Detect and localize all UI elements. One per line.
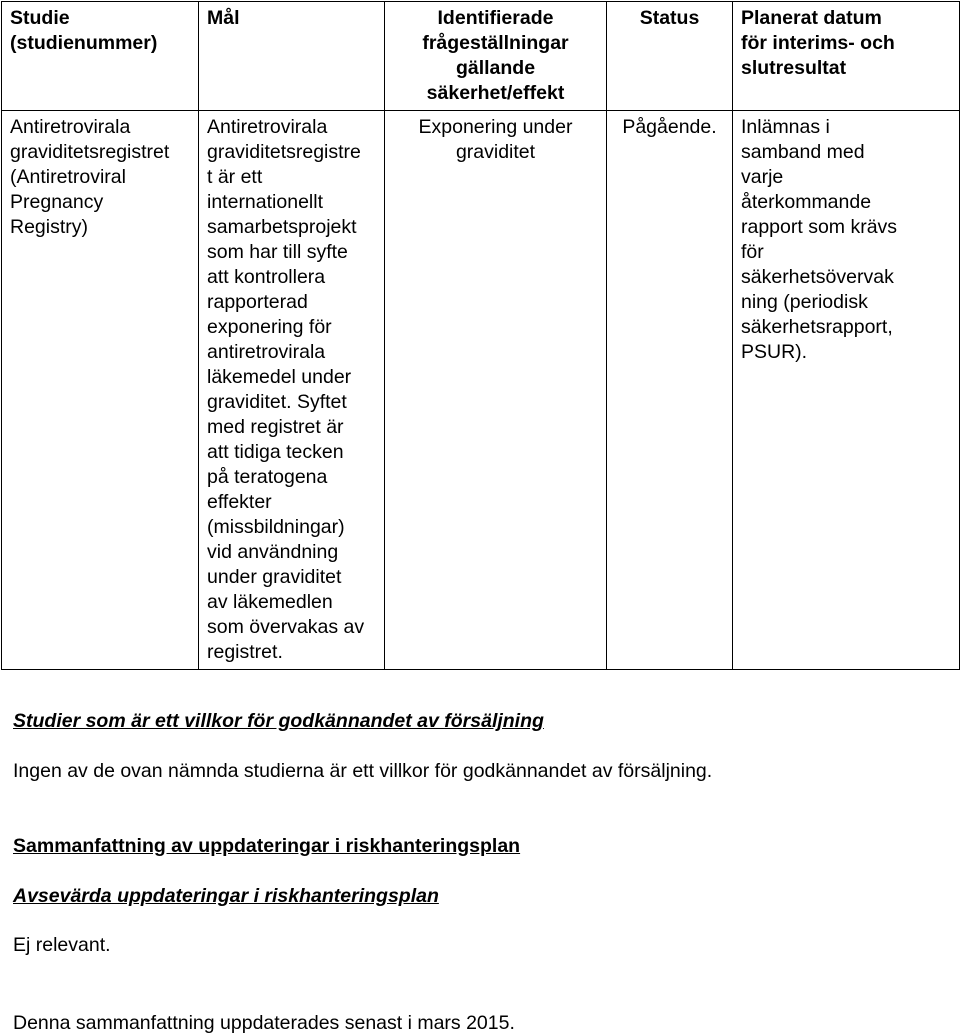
conditions-text: Ingen av de ovan nämnda studierna är ett villkor för godkännandet av försäljning. <box>13 760 713 782</box>
cell-issues: Exponering under graviditet <box>385 111 607 670</box>
cell-study: Antiretrovirala graviditetsregistret (Antiretroviral Pregnancy Registry) <box>2 111 199 670</box>
header-goal: Mål <box>199 2 385 111</box>
last-updated-text: Denna sammanfattning uppdaterades senast i mars 2015. <box>13 1012 515 1034</box>
header-study: Studie (studienummer) <box>2 2 199 111</box>
table-header-row <box>2 2 960 111</box>
header-status: Status <box>607 2 733 111</box>
header-planned-date: Planerat datum för interims- och slutresultat <box>733 2 960 111</box>
major-updates-heading: Avsevärda uppdateringar i riskhanteringsplan <box>13 885 439 907</box>
conditions-heading: Studier som är ett villkor för godkännandet av försäljning <box>13 710 544 732</box>
cell-status: Pågående. <box>607 111 733 670</box>
major-updates-text: Ej relevant. <box>13 934 111 956</box>
cell-planned-date: Inlämnas i samband med varje återkommande rapport som krävs för säkerhetsövervak ning (periodisk säkerhetsrapport, PSUR). <box>733 111 960 670</box>
cell-goal: Antiretrovirala graviditetsregistre t är ett internationellt samarbetsprojekt som har till syfte att kontrollera rapporterad exponering för antiretrovirala läkemedel under graviditet. Syftet med registret är att tidiga tecken på teratogena effekter (missbildningar) vid användning under graviditet av läkemedlen som övervakas av registret. <box>199 111 385 670</box>
table-row <box>2 111 960 670</box>
summary-heading: Sammanfattning av uppdateringar i riskhanteringsplan <box>13 835 521 857</box>
header-issues: Identifierade frågeställningar gällande säkerhet/effekt <box>385 2 607 111</box>
study-table <box>1 1 960 670</box>
